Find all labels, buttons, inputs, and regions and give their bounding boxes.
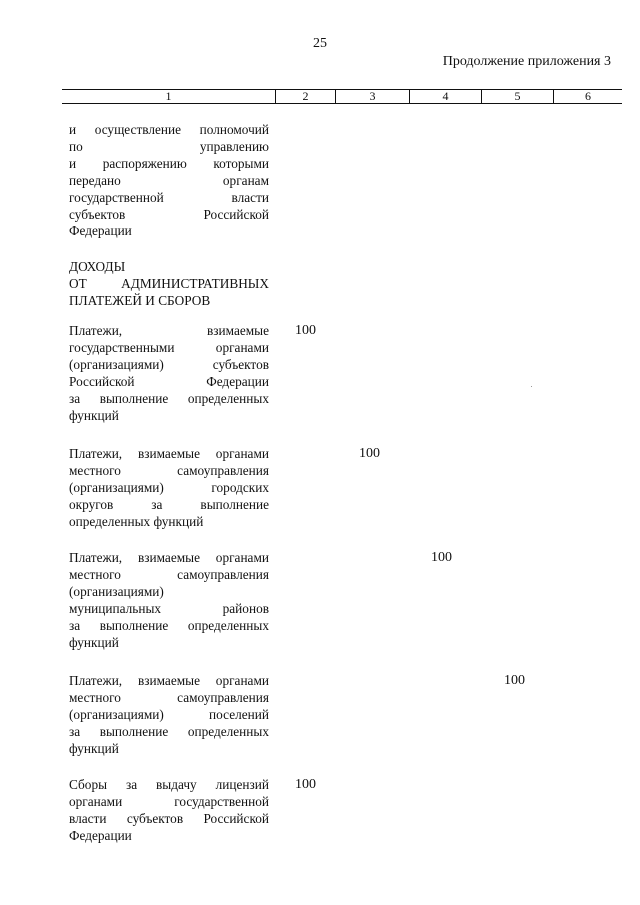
row-description — [69, 323, 269, 424]
continuation-caption: Продолжение приложения 3 — [442, 54, 611, 69]
cell-value-column-2: 100 — [295, 777, 316, 792]
cell-value-column-5: 100 — [504, 673, 525, 688]
page-number: 25 — [313, 36, 327, 51]
table-row — [69, 673, 269, 758]
table-row — [69, 323, 269, 424]
description-line: Платежи, взимаемые органами — [69, 673, 269, 688]
description-line: функций — [69, 634, 119, 650]
description-line: Сборы за выдачу лицензий — [69, 777, 269, 792]
column-header-6: 6 — [585, 89, 591, 103]
cell-value-column-2: 100 — [295, 323, 316, 338]
scan-speck — [531, 386, 532, 387]
table-row — [69, 122, 269, 240]
description-line: (организациями) — [69, 583, 164, 599]
description-line: (организациями) городских — [69, 479, 269, 495]
description-line: функций — [69, 407, 119, 423]
column-header-2: 2 — [302, 89, 309, 103]
description-line: Российской Федерации — [69, 373, 269, 389]
description-line: власти субъектов Российской — [69, 810, 269, 826]
table-row — [69, 259, 269, 310]
table-row — [69, 777, 269, 845]
column-header-3: 3 — [369, 89, 376, 103]
description-line: государственной власти — [69, 189, 269, 205]
description-line: Платежи, взимаемые органами — [69, 550, 269, 565]
description-line: ДОХОДЫ — [69, 259, 126, 274]
description-line: местного самоуправления — [69, 689, 269, 705]
row-description — [69, 673, 269, 758]
table-header — [62, 89, 622, 104]
row-description — [69, 122, 269, 240]
description-line: за выполнение определенных — [69, 723, 269, 739]
description-line: Федерации — [69, 827, 132, 843]
column-header-4: 4 — [442, 89, 449, 103]
section-heading — [69, 259, 269, 310]
description-line: функций — [69, 740, 119, 756]
description-line: за выполнение определенных — [69, 617, 269, 633]
column-header-1: 1 — [165, 89, 172, 103]
cell-value-column-4: 100 — [431, 550, 452, 565]
description-line: округов за выполнение — [69, 496, 269, 512]
description-line: органами государственной — [69, 793, 269, 809]
description-line: ПЛАТЕЖЕЙ И СБОРОВ — [69, 292, 211, 308]
row-description — [69, 777, 269, 845]
cell-value-column-3: 100 — [359, 446, 380, 461]
description-line: ОТ АДМИНИСТРАТИВНЫХ — [69, 275, 269, 291]
description-line: и распоряжению которыми — [69, 155, 269, 171]
description-line: Платежи, взимаемые органами — [69, 446, 269, 461]
description-line: субъектов Российской — [69, 206, 269, 222]
column-header-5: 5 — [514, 89, 521, 103]
description-line: за выполнение определенных — [69, 390, 269, 406]
description-line: и осуществление полномочий — [69, 122, 269, 137]
description-line: (организациями) субъектов — [69, 356, 269, 372]
table-row — [69, 550, 269, 651]
description-line: Федерации — [69, 223, 132, 239]
description-line: Платежи, взимаемые — [69, 323, 269, 338]
table-row — [69, 446, 269, 531]
row-description — [69, 446, 269, 531]
description-line: определенных функций — [69, 513, 204, 529]
row-description — [69, 550, 269, 651]
description-line: (организациями) поселений — [69, 706, 269, 722]
description-line: по управлению — [69, 138, 269, 154]
description-line: передано органам — [69, 172, 269, 188]
description-line: местного самоуправления — [69, 566, 269, 582]
description-line: муниципальных районов — [69, 600, 269, 616]
description-line: государственными органами — [69, 339, 269, 355]
description-line: местного самоуправления — [69, 462, 269, 478]
